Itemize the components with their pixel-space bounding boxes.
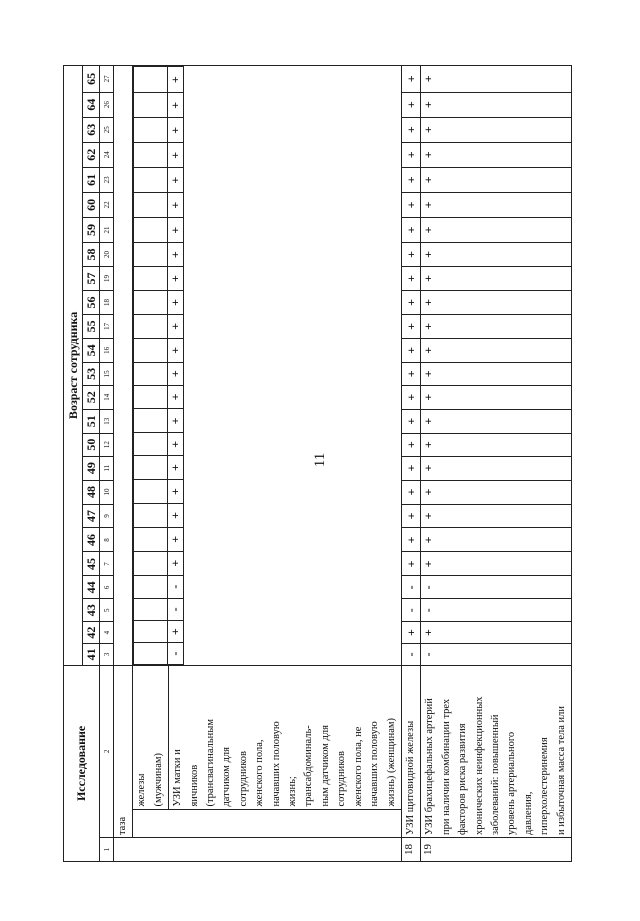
age-label: 60 [83, 192, 100, 217]
empty-cell [134, 143, 168, 168]
age-label: 64 [83, 92, 100, 117]
plus-mark: + [168, 621, 184, 643]
age-label: 51 [83, 409, 100, 433]
minus-mark: - [168, 575, 184, 598]
empty-cell [134, 643, 168, 665]
text-line: при наличии комбинации трех [440, 698, 452, 836]
plus-mark: + [401, 385, 420, 409]
age-label: 53 [83, 362, 100, 385]
empty-cell [134, 621, 168, 643]
age-label: 48 [83, 480, 100, 504]
age-label: 49 [83, 456, 100, 480]
text-line: трансабдоминаль- [303, 725, 315, 807]
text-line: УЗИ матки и [172, 749, 184, 807]
empty-cell [134, 409, 168, 433]
plus-mark: + [168, 218, 184, 243]
plus-mark: + [168, 118, 184, 143]
table-row [133, 66, 402, 862]
plus-mark: + [421, 385, 572, 409]
examination-table [63, 65, 572, 862]
plus-mark: + [421, 552, 572, 576]
table-row [401, 66, 420, 862]
plus-mark: + [421, 66, 572, 93]
empty-cell [134, 456, 168, 480]
plus-mark: + [168, 243, 184, 267]
plus-mark: + [168, 338, 184, 362]
empty-cell [134, 291, 168, 315]
plus-mark: + [401, 142, 420, 167]
column-number: 21 [100, 217, 114, 242]
plus-mark: + [168, 551, 184, 575]
subrow-table [133, 666, 401, 837]
empty-cell [134, 527, 168, 551]
age-label: 58 [83, 243, 100, 267]
text-line: уровень артериального [506, 731, 518, 836]
plus-mark: + [421, 480, 572, 504]
plus-mark: + [168, 291, 184, 315]
column-number: 9 [100, 504, 114, 528]
column-number: 10 [100, 480, 114, 504]
age-label: 61 [83, 167, 100, 192]
row-title: УЗИ щитовидной железы [401, 665, 420, 837]
empty-cell [134, 551, 168, 575]
plus-mark: + [168, 433, 184, 456]
text-line: заболеваний: повышенный [489, 714, 501, 836]
empty-cell [134, 218, 168, 243]
row-number: 19 [421, 838, 572, 862]
plus-mark: + [401, 290, 420, 314]
plus-mark: + [168, 456, 184, 480]
plus-mark: + [168, 385, 184, 409]
plus-mark: + [421, 362, 572, 385]
minus-mark: - [401, 599, 420, 622]
text-line: (мужчинам) [152, 752, 164, 807]
column-number: 7 [100, 552, 114, 576]
page-number: 11 [312, 452, 328, 468]
plus-mark: + [421, 92, 572, 117]
plus-mark: + [168, 314, 184, 338]
empty-cell [134, 385, 168, 409]
text-line: железы [136, 773, 148, 807]
text-line: начавших половую [270, 721, 282, 807]
empty-cell [134, 267, 168, 291]
empty-cell [134, 118, 168, 143]
plus-mark: + [401, 409, 420, 433]
marks-row [168, 67, 184, 665]
age-label: 62 [83, 142, 100, 167]
minus-mark: - [421, 576, 572, 599]
age-label: 56 [83, 290, 100, 314]
column-number: 22 [100, 192, 114, 217]
column-number: 17 [100, 314, 114, 338]
plus-mark: + [168, 409, 184, 433]
text-line: яичников [188, 764, 200, 807]
column-number: 25 [100, 117, 114, 142]
subrow [133, 666, 168, 837]
empty-cell [134, 480, 168, 504]
empty-cell [134, 362, 168, 385]
age-label: 55 [83, 314, 100, 338]
plus-mark: + [421, 622, 572, 644]
marks-subtable [133, 66, 184, 665]
column-number: 20 [100, 243, 114, 267]
text-line: сотрудников [336, 750, 348, 807]
plus-mark: + [421, 409, 572, 433]
age-label: 57 [83, 266, 100, 290]
plus-mark: + [401, 528, 420, 552]
text-line: гиперхолестеринемия [539, 737, 551, 836]
plus-mark: + [421, 192, 572, 217]
plus-mark: + [401, 362, 420, 385]
empty-cell [134, 243, 168, 267]
plus-mark: + [168, 362, 184, 385]
column-number: 11 [100, 456, 114, 480]
plus-mark: + [421, 243, 572, 267]
plus-mark: + [401, 480, 420, 504]
age-label: 41 [83, 644, 100, 666]
text-line: начавших половую [369, 721, 381, 807]
subrow-text [133, 666, 168, 809]
plus-mark: + [401, 92, 420, 117]
column-number: 5 [100, 599, 114, 622]
plus-mark: + [168, 480, 184, 504]
table-row [421, 66, 572, 862]
plus-mark: + [421, 142, 572, 167]
text-line: давления, [522, 791, 534, 836]
column-number: 19 [100, 266, 114, 290]
text-line: хронических неинфекционных [473, 696, 485, 836]
age-label: 46 [83, 528, 100, 552]
plus-mark: + [421, 456, 572, 480]
plus-mark: + [401, 456, 420, 480]
empty-cell [134, 93, 168, 118]
plus-mark: + [401, 192, 420, 217]
plus-mark: + [421, 528, 572, 552]
empty-cell [134, 598, 168, 621]
column-number: 15 [100, 362, 114, 385]
age-label: 59 [83, 217, 100, 242]
column-number: 26 [100, 92, 114, 117]
plus-mark: + [401, 552, 420, 576]
age-label: 45 [83, 552, 100, 576]
column-number: 1 [100, 838, 114, 862]
plus-mark: + [421, 290, 572, 314]
subrow-gap [133, 809, 401, 837]
empty-cell [134, 168, 168, 193]
age-label: 52 [83, 385, 100, 409]
plus-mark: + [421, 217, 572, 242]
empty-cell [134, 503, 168, 527]
text-line: жизнь; [287, 776, 299, 807]
plus-mark: + [401, 243, 420, 267]
column-number: 12 [100, 433, 114, 456]
plus-mark: + [421, 117, 572, 142]
plus-mark: + [401, 504, 420, 528]
column-number: 23 [100, 167, 114, 192]
empty-cell [134, 314, 168, 338]
text-line: датчиком для [221, 747, 233, 807]
age-label: 42 [83, 622, 100, 644]
column-number: 16 [100, 338, 114, 362]
minus-mark: - [401, 644, 420, 666]
column-number: 8 [100, 528, 114, 552]
text-line: УЗИ брахицефальных артерий [424, 698, 436, 836]
subrow-container [133, 665, 402, 837]
text-line: факторов риска развития [457, 723, 469, 836]
empty-cell [134, 575, 168, 598]
plus-mark: + [401, 433, 420, 456]
minus-mark: - [168, 643, 184, 665]
plus-mark: + [168, 143, 184, 168]
marks-container [133, 66, 402, 666]
plus-mark: + [401, 314, 420, 338]
plus-mark: + [401, 66, 420, 93]
age-label: 44 [83, 576, 100, 599]
text-line: ным датчиком для [319, 725, 331, 807]
age-label: 50 [83, 433, 100, 456]
table-row [114, 66, 133, 862]
text-line: (трансвагинальным [205, 719, 217, 807]
plus-mark: + [401, 117, 420, 142]
subrow-text [169, 666, 401, 809]
rotated-table-container [63, 65, 567, 862]
empty-cell [134, 67, 168, 93]
plus-mark: + [421, 504, 572, 528]
plus-mark: + [421, 167, 572, 192]
row-title [421, 665, 572, 837]
column-number: 14 [100, 385, 114, 409]
plus-mark: + [401, 217, 420, 242]
column-number: 18 [100, 290, 114, 314]
column-number: 27 [100, 66, 114, 93]
age-label: 54 [83, 338, 100, 362]
age-label: 47 [83, 504, 100, 528]
age-header: Возраст сотрудника [64, 66, 83, 666]
column-number: 4 [100, 622, 114, 644]
empty-cell [134, 338, 168, 362]
plus-mark: + [421, 314, 572, 338]
plus-mark: + [421, 266, 572, 290]
text-line: и избыточная масса тела или [555, 705, 567, 836]
column-number: 24 [100, 142, 114, 167]
minus-mark: - [421, 599, 572, 622]
empty-cell [114, 66, 133, 666]
plus-mark: + [401, 622, 420, 644]
plus-mark: + [168, 67, 184, 93]
age-label: 43 [83, 599, 100, 622]
empty-cell [134, 193, 168, 218]
plus-mark: + [168, 193, 184, 218]
marks-row [134, 67, 168, 665]
row-number [114, 838, 402, 862]
text-line: жизнь) (женщинам) [385, 717, 397, 807]
row-group-label: таза [114, 665, 133, 837]
plus-mark: + [168, 93, 184, 118]
age-label: 65 [83, 66, 100, 93]
column-number: 13 [100, 409, 114, 433]
plus-mark: + [421, 338, 572, 362]
column-number: 3 [100, 644, 114, 666]
age-label: 63 [83, 117, 100, 142]
plus-mark: + [168, 503, 184, 527]
plus-mark: + [421, 433, 572, 456]
minus-mark: - [401, 576, 420, 599]
plus-mark: + [401, 266, 420, 290]
plus-mark: + [168, 527, 184, 551]
empty-cell [134, 433, 168, 456]
plus-mark: + [401, 338, 420, 362]
minus-mark: - [421, 644, 572, 666]
minus-mark: - [168, 598, 184, 621]
row-number: 18 [401, 838, 420, 862]
text-line: женского пола, [254, 739, 266, 807]
text-line: женского пола, не [352, 726, 364, 807]
column-number-row [100, 66, 114, 862]
column-number: 2 [100, 665, 114, 837]
column-number: 6 [100, 576, 114, 599]
plus-mark: + [168, 267, 184, 291]
plus-mark: + [401, 167, 420, 192]
study-header: Исследование [64, 665, 100, 861]
text-line: сотрудников [237, 750, 249, 807]
plus-mark: + [168, 168, 184, 193]
